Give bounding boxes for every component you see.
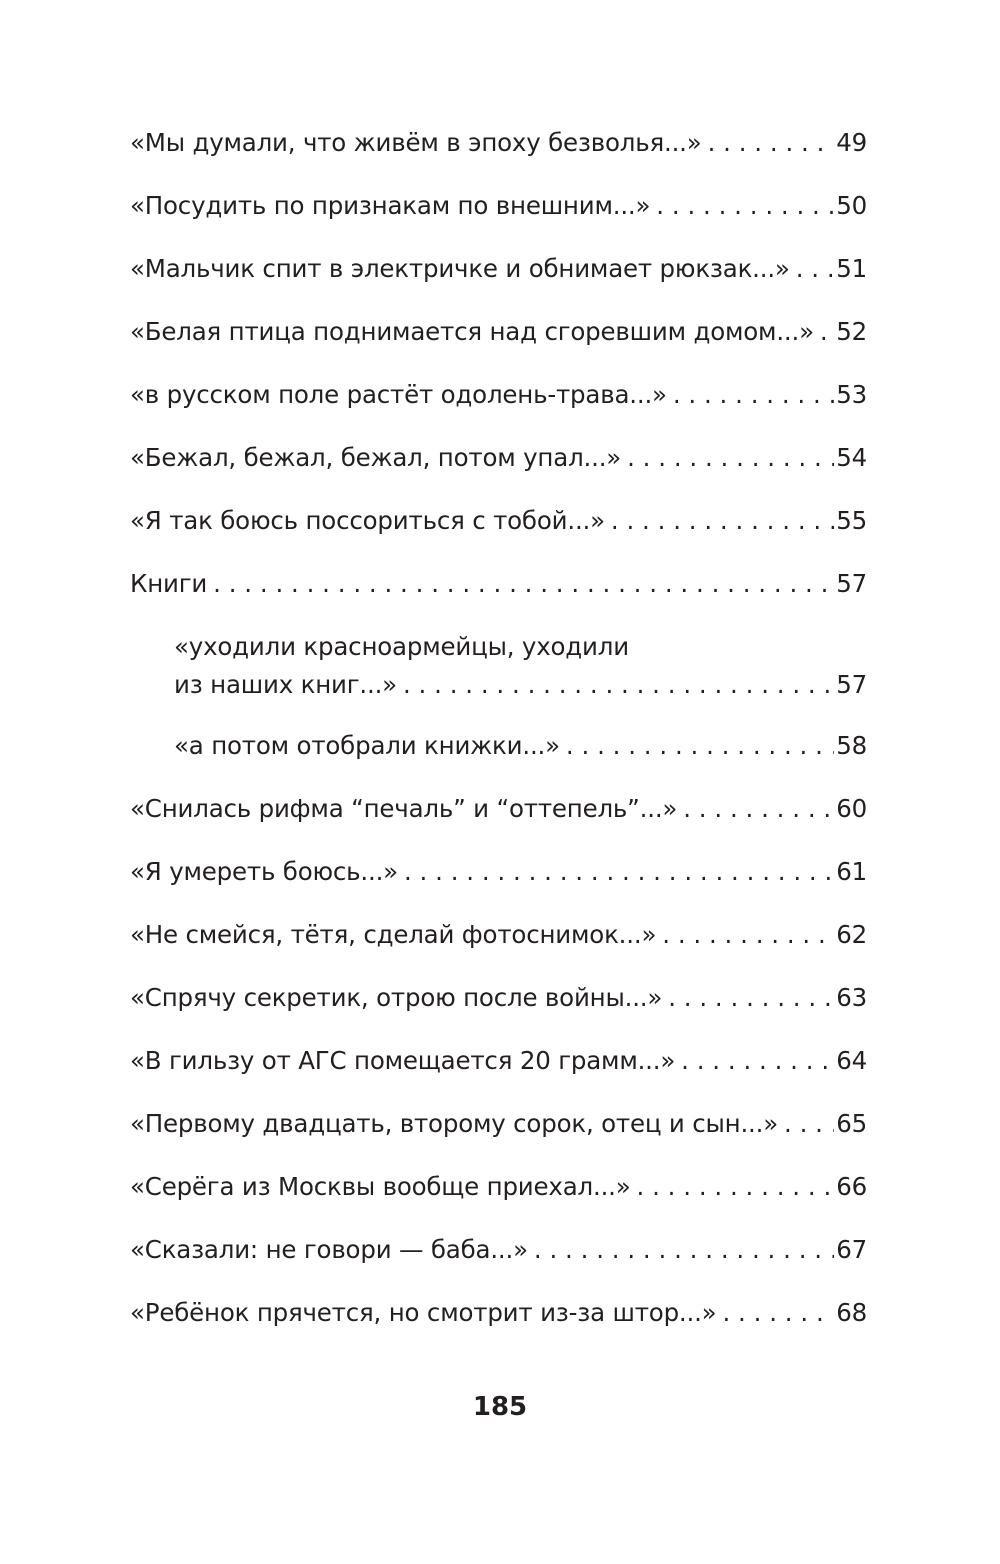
toc-entry: [130, 784, 867, 847]
toc-entry-title: «а потом отобрали книжки...»: [174, 731, 560, 760]
toc-entry-title: «в русском поле растёт одолень-трава...»: [130, 380, 667, 409]
dot-leader: [656, 181, 834, 231]
toc-entry-page: 57: [836, 569, 867, 598]
toc-entry: [130, 1162, 867, 1225]
dot-leader: [637, 1162, 835, 1212]
toc-entry-title: «Сказали: не говори — баба...»: [130, 1235, 528, 1264]
toc-entry-page: 65: [836, 1109, 867, 1138]
dot-leader: [566, 721, 834, 771]
toc-entry: [130, 433, 867, 496]
dot-leader: [627, 433, 834, 483]
toc-entry-page: 52: [836, 317, 867, 346]
dot-leader: [673, 370, 834, 420]
toc-entry: [130, 910, 867, 973]
toc-entry-page: 51: [836, 254, 867, 283]
toc-entry: [130, 370, 867, 433]
dot-leader: [708, 118, 835, 168]
toc-entry: [130, 1225, 867, 1288]
toc-entry-title: «Снилась рифма “печаль” и “оттепель”...»: [130, 794, 678, 823]
toc-entry-page: 55: [836, 506, 867, 535]
toc-entry-page: 62: [836, 920, 867, 949]
table-of-contents: [130, 118, 867, 1351]
dot-leader: [662, 910, 834, 960]
dot-leader: [404, 847, 834, 897]
toc-entry-page: 64: [836, 1046, 867, 1075]
toc-entry-line2: [174, 667, 867, 703]
toc-section-entry: [130, 559, 867, 622]
toc-entry: [130, 244, 867, 307]
toc-entry: [130, 1288, 867, 1351]
toc-entry-page: 61: [836, 857, 867, 886]
toc-entry-title: «Мальчик спит в электричке и обнимает рюкзак...»: [130, 254, 790, 283]
toc-entry: [130, 181, 867, 244]
dot-leader: [534, 1225, 834, 1275]
dot-leader: [403, 667, 834, 703]
toc-entry-page: 49: [836, 128, 867, 157]
dot-leader: [722, 1288, 834, 1338]
dot-leader: [683, 784, 834, 834]
toc-entry-page: 66: [836, 1172, 867, 1201]
toc-entry-title-line2: из наших книг...»: [174, 670, 397, 699]
toc-entry-title: «Не смейся, тётя, сделай фотоснимок...»: [130, 920, 657, 949]
toc-entry-title: «Бежал, бежал, бежал, потом упал...»: [130, 443, 622, 472]
toc-entry: [130, 1099, 867, 1162]
toc-entry-title: «Серёга из Москвы вообще приехал...»: [130, 1172, 631, 1201]
toc-entry-title: «Посудить по признакам по внешним...»: [130, 191, 651, 220]
dot-leader: [213, 559, 834, 609]
toc-entry-title-line1: «уходили красноармейцы, уходили: [174, 632, 629, 661]
toc-entry-title: «Первому двадцать, второму сорок, отец и сын...»: [130, 1109, 779, 1138]
toc-entry: [130, 1036, 867, 1099]
toc-entry-page: 57: [836, 670, 867, 699]
toc-section-title: Книги: [130, 569, 208, 598]
toc-subentry: [130, 622, 867, 721]
dot-leader: [668, 973, 834, 1023]
page-number: 185: [472, 1392, 528, 1422]
toc-entry: [130, 496, 867, 559]
toc-entry-title: «Я так боюсь поссориться с тобой...»: [130, 506, 605, 535]
toc-entry: [130, 118, 867, 181]
toc-subentry: [130, 721, 867, 784]
toc-entry: [130, 847, 867, 910]
dot-leader: [784, 1099, 834, 1149]
dot-leader: [681, 1036, 834, 1086]
toc-entry-page: 63: [836, 983, 867, 1012]
dot-leader: [820, 307, 834, 357]
toc-entry-page: 50: [836, 191, 867, 220]
toc-entry-title: «Белая птица поднимается над сгоревшим домом...»: [130, 317, 814, 346]
dot-leader: [796, 244, 834, 294]
toc-entry-title: «Я умереть боюсь...»: [130, 857, 398, 886]
toc-entry-title: «Ребёнок прячется, но смотрит из-за штор...»: [130, 1298, 717, 1327]
dot-leader: [611, 496, 834, 546]
toc-entry-title: «Мы думали, что живём в эпоху безволья...»: [130, 128, 702, 157]
toc-entry-page: 54: [836, 443, 867, 472]
toc-entry-page: 58: [836, 731, 867, 760]
toc-entry-page: 67: [836, 1235, 867, 1264]
toc-entry: [130, 307, 867, 370]
toc-entry-page: 53: [836, 380, 867, 409]
toc-entry-title: «Спрячу секретик, отрою после войны...»: [130, 983, 663, 1012]
toc-entry-page: 60: [836, 794, 867, 823]
toc-entry-page: 68: [836, 1298, 867, 1327]
toc-entry-title: «В гильзу от АГС помещается 20 грамм...»: [130, 1046, 676, 1075]
toc-entry: [130, 973, 867, 1036]
